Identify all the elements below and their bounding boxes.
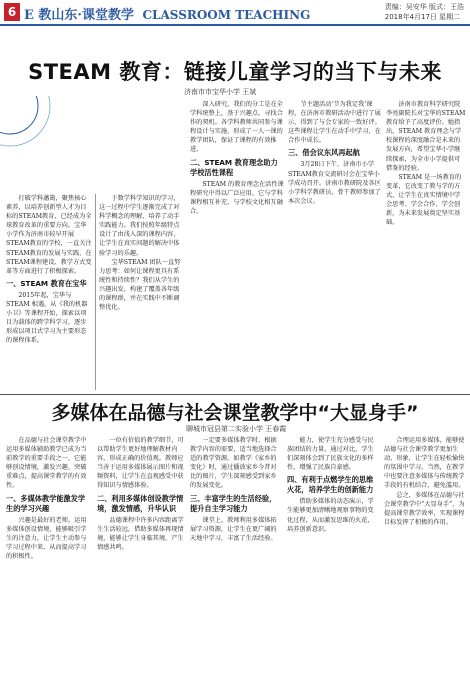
article1-paragraph: STEAM 是一场教育的变革，它改变了教与学的方式，让学生在真实情境中学会思考、学会合作、学会创新，为未来发展奠定坚实基础。 <box>386 173 462 227</box>
article1-paragraph: 节主题活动‘节为我定我’课程，在济南市教研活动中进行了展示，得到了与会专家的一致好评。这些课程让学生在动手中学习，在合作中成长。 <box>288 101 381 145</box>
article1-column-4 <box>288 100 382 392</box>
article2-paragraph: 总之，多媒体在品德与社会课堂教学中“大显身手”，为提高课堂教学效率，实现课程目标发挥了积极的作用。 <box>384 491 465 526</box>
article2-paragraph: 能力，使学生充分感受与民族团结的力量。通过对比，学生们深刻体会到了民族文化的多样性，增强了民族自豪感。 <box>287 437 374 472</box>
article1-column-3 <box>190 100 284 392</box>
page-number: 6 <box>4 3 20 21</box>
article1-column-5 <box>386 100 466 392</box>
masthead-meta <box>385 2 464 22</box>
article2-subheading-2: 二、利用多媒体创设教学情境，激发情感，升华认识 <box>97 493 184 513</box>
article1-paragraph: 2015年起，宝华与STEAM 相遇，从《我的机器小卫》等课程开始，探索以项目为载体的跨学科学习，逐步形成以项目式学习为主要形态的课程体系。 <box>6 291 88 345</box>
article2-column-1 <box>6 436 92 674</box>
article-separator <box>0 394 470 395</box>
article2-paragraph: 兴趣是最好的老师。运用多媒体创设情境，能够吸引学生的注意力，让学生主动参与学习过程中来，从而提高学习的积极性。 <box>6 516 87 560</box>
article2-subheading-3: 三、丰富学生的生活经验，提升自主学习能力 <box>190 493 277 513</box>
section-name-en: CLASSROOM TEACHING <box>142 8 311 22</box>
article1-paragraph: 宝华STEAM 团队一直努力思考：如何让课程更具有系统性和持续性？我们从学生的兴趣出发，构建了覆盖各年级的课程群，并在实践中不断调整优化。 <box>99 258 181 312</box>
date-line: 2018年4月17日 星期二 <box>384 13 461 21</box>
article1-paragraph: 济南市教育科学研究院李亮副院长对宝华的STEAM 教育给予了高度评价。她指出，STEAM 教育理念与学校课程的深度融合是未来的发展方向，希望宝华小学继续探索，为全市小学提供可借鉴的经验。 <box>386 101 466 172</box>
article2-paragraph: 一位有价值的教学细节，可以帮助学生更好地理解教材内容，形成正确的价值观。教师应当善于运用多媒体展示图片和视频资料，让学生在直观感受中获得知识与情感体验。 <box>97 437 184 490</box>
article1-column-2 <box>99 194 185 392</box>
article2-subheading-4: 四、有利于点燃学生的思维火花，培养学生的创新能力 <box>287 475 374 495</box>
article2-column-2 <box>97 436 185 674</box>
section-title <box>24 4 310 23</box>
article1-subheading-2: 二、STEAM 教育理念助力学校活性课程 <box>190 157 278 177</box>
article2-paragraph: 在品德与社会课堂教学中运用多媒体辅助教学已成为当前教学的重要手段之一，它能够创设情境，激发兴趣，突破重难点，提高课堂教学的有效性。 <box>6 437 87 490</box>
article2-subheading-1: 一、多媒体教学能激发学生的学习兴趣 <box>6 493 86 513</box>
article1-paragraph: STEAM 的教育理念在活性课程研究中得以广泛应用，它与学科课程相互补充，与学校文化相互融合。 <box>190 180 284 215</box>
article1-subheading-1: 一、STEAM 教育在宝华 <box>6 278 87 288</box>
article1-subheading-3: 三、借会议东风再起航 <box>288 148 360 158</box>
article1-byline: 济南市市宝华小学 王斌 <box>184 88 257 96</box>
article2-paragraph: 一定要多媒体教学时，根据教学内容的需要，适当地选择合适的教学资源。如教学《家乡的变化》时，通过播放家乡今昔对比的图片，学生深刻感受到家乡的发展变化。 <box>190 437 277 490</box>
masthead <box>0 0 470 26</box>
editor-line: 责编：吴安华 版式：王浩 <box>384 3 464 11</box>
article1-paragraph: 打破学科藩篱，聚焦核心素养，以培养创新型人才为目标的STEAM教育，已经成为全球教育改革的重要方向。宝华小学作为济南市较早开展STEAM教育的学校，一直关注STEAM教育的发展与实践，在STEAM课程建设、教学方式变革等方面进行了积极探索。 <box>6 195 92 275</box>
article2-column-4 <box>287 436 379 674</box>
article2-title: 多媒体在品德与社会课堂教学中“大显身手” <box>51 402 419 424</box>
decorative-swirl-icon <box>0 96 96 192</box>
section-name: E 教山东·课堂教学 <box>24 8 134 23</box>
article1-paragraph: 于数学科学知识的学习，这一过程中学生逐渐完成了对科学概念的理解，培养了动手实践能力。我们按照年级特点设计了由浅入深的课程内容，让学生在真实问题的解决中体验学习的乐趣。 <box>99 195 180 257</box>
article2-paragraph: 品德课程中许多内容距离学生生活较远，借助多媒体再现情境，能够让学生身临其境，产生情感共鸣。 <box>97 516 184 551</box>
article1-column-1 <box>6 194 92 392</box>
article1-title: STEAM 教育：链接儿童学习的当下与未来 <box>28 60 442 84</box>
article2-column-5 <box>384 436 466 674</box>
article2-paragraph: 借助多媒体的动态演示，学生能够更加清晰地观察事物的变化过程，从而激发思维的火花，培养创新意识。 <box>287 498 374 533</box>
article1-paragraph: 深入研究，我们的分工是在全学科统整上，基于兴趣点，寻找合作的契机。各学科教师共同参与课程设计与实施，形成了一人一课的教学团队，保证了课程的有效推进。 <box>190 101 283 154</box>
article2-paragraph: 合理运用多媒体，能够使品德与社会课堂教学更加生动、形象，让学生在轻松愉快的氛围中学习。当然，在教学中也要注意多媒体与传统教学手段的有机结合，避免滥用。 <box>384 437 465 490</box>
article2-column-3 <box>190 436 282 674</box>
corner-decoration <box>0 96 96 192</box>
article2-paragraph: 课堂上，教师利用多媒体拓展学习资源，让学生在更广阔的天地中学习，丰富了生活经验。 <box>190 516 277 542</box>
column-divider <box>95 194 96 390</box>
article1-paragraph: 3月28日下午，济南市小学STEAM教育交流研讨会在宝华小学成功召开。济南市教研院及各区小学科学教研员、骨干教师参加了本次会议。 <box>288 161 381 205</box>
article2-byline: 聊城市冠县第二实验小学 王春霞 <box>186 425 287 433</box>
